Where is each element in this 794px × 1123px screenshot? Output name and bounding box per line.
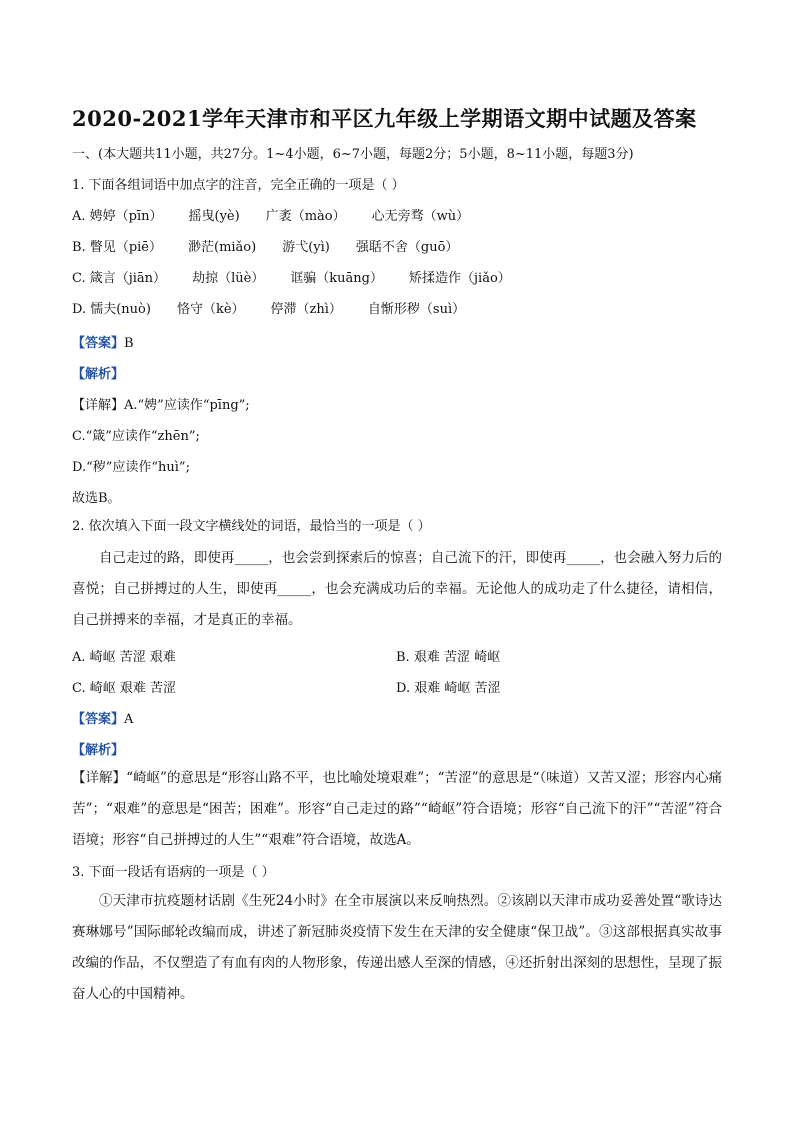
q2-detail-text: “崎岖”的意思是“形容山路不平，也比喻处境艰难”；“苦涩”的意思是“（味道）又苦又涩；形容内心痛苦”；“艰难”的意思是“困苦；困难”。形容“自己走过的路”“崎岖”符合语境；形容“自己流下的汗”“苦涩”符合语境；形容“自己拼搏过的人生”“艰难”符合语境，故选A。: [72, 770, 722, 848]
document-title: 2020-2021学年天津市和平区九年级上学期语文期中试题及答案: [72, 106, 697, 131]
q3-passage: ①天津市抗疫题材话剧《生死24小时》在全市展演以来反响热烈。②该剧以天津市成功妥善处置“歌诗达赛琳娜号”国际邮轮改编而成，讲述了新冠肺炎疫情下发生在天津的安全健康“保卫战”。③这部根据真实故事改编的作品，不仅塑造了有血有肉的人物形象，传递出感人至深的情感，④还折射出深刻的思想性，呈现了振奋人心的中国精神。: [72, 893, 722, 1002]
q1-option-b-3: 游弋(yì): [282, 240, 330, 255]
q2-answer-value: A: [124, 712, 134, 727]
q1-option-b: [72, 239, 484, 257]
q1-detail-line-4: 故选B。: [72, 491, 121, 506]
q1-option-c-3: 诓骗（kuāng）: [290, 271, 383, 286]
q1-detail-line-1: [72, 394, 250, 413]
q1-option-d-1: D. 懦夫(nuò): [72, 302, 151, 317]
q2-option-d: D. 艰难 崎岖 苦涩: [396, 681, 501, 696]
q1-answer-tag: 【答案】: [72, 336, 125, 351]
q1-detail-text-1: A.“娉”应读作“pīng”;: [124, 398, 250, 413]
q2-analysis-tag: [72, 739, 124, 758]
q1-option-b-2: 渺茫(miǎo): [188, 240, 257, 255]
q1-answer: [72, 332, 134, 351]
q1-option-c: [72, 270, 537, 288]
q1-option-c-4: 矫揉造作（jiǎo）: [409, 271, 511, 286]
q1-option-a-2: 摇曳(yè): [188, 209, 240, 224]
q1-option-d-4: 自惭形秽（suì）: [367, 302, 466, 317]
q2-passage: 自己走过的路，即使再_____，也会尝到探索后的惊喜；自己流下的汗，即使再_____，也会融入努力后的喜悦；自己拼搏过的人生，即使再_____，也会充满成功后的幸福。无论他人的成功走了什么捷径，请相信，自己拼搏来的幸福，才是真正的幸福。: [72, 550, 722, 628]
q2-analysis-label: 【解析】: [72, 743, 125, 758]
section-heading: 一、(本大题共11小题，共27分。1~4小题，6~7小题，每题2分；5小题，8~11小题，每题3分): [72, 147, 634, 162]
q2-answer: [72, 708, 133, 727]
q1-analysis-tag: [72, 363, 124, 382]
q1-option-b-1: B. 瞥见（piē）: [72, 240, 162, 255]
q1-option-c-2: 劫掠（lüè）: [192, 271, 265, 286]
q1-option-d: [72, 301, 491, 319]
q1-analysis-label: 【解析】: [72, 367, 125, 382]
q2-option-a: A. 崎岖 苦涩 艰难: [72, 650, 176, 665]
q2-option-b: B. 艰难 苦涩 崎岖: [396, 650, 501, 665]
q3-stem: 3. 下面一段话有语病的一项是（ ）: [72, 865, 275, 880]
q1-option-a-3: 广袤（mào）: [265, 209, 346, 224]
q2-detail-tag: 【详解】: [72, 770, 127, 786]
q1-option-a-1: A. 娉婷（pīn）: [72, 209, 163, 224]
q1-option-a: [72, 208, 495, 226]
q1-detail-line-3: D.“秽”应读作“huì”;: [72, 460, 190, 475]
q1-option-a-4: 心无旁骛（wù）: [371, 209, 470, 224]
q2-answer-tag: 【答案】: [72, 712, 125, 727]
q2-option-c: C. 崎岖 艰难 苦涩: [72, 681, 177, 696]
q1-answer-value: B: [124, 336, 134, 351]
q1-option-b-4: 强聒不舍（guō）: [355, 240, 459, 255]
q1-detail-line-2: C.“箴”应读作“zhēn”;: [72, 429, 200, 444]
q1-option-c-1: C. 箴言（jiān）: [72, 271, 167, 286]
q2-detail: [72, 763, 722, 856]
q1-detail-tag: 【详解】: [72, 398, 125, 413]
q1-option-d-2: 恪守（kè）: [176, 302, 245, 317]
q1-stem: 1. 下面各组词语中加点字的注音，完全正确的一项是（ ）: [72, 178, 405, 193]
q1-option-d-3: 停滞（zhì）: [270, 302, 342, 317]
q2-stem: 2. 依次填入下面一段文字横线处的词语，最恰当的一项是（ ）: [72, 519, 431, 534]
